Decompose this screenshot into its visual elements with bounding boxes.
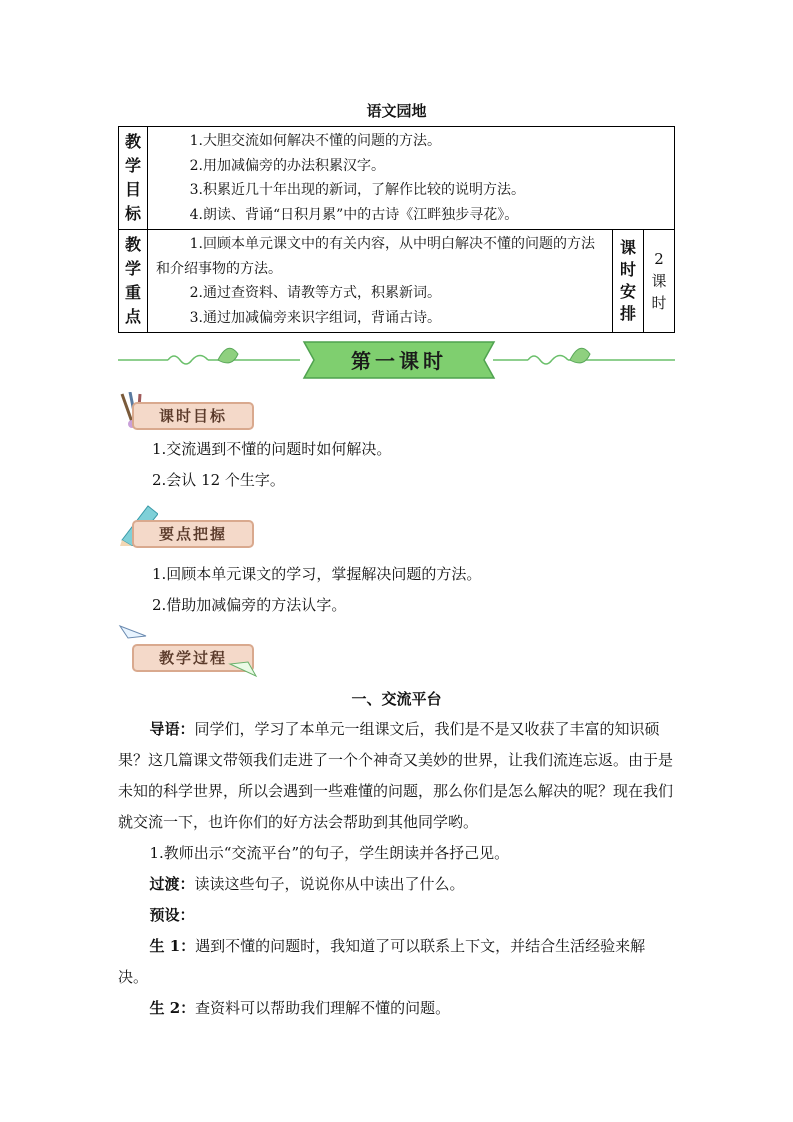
schedule-value-char: 课 (651, 272, 667, 290)
focus-item: 3.通过加减偏旁来识字组词，背诵古诗。 (189, 309, 441, 326)
goals-header-char: 学 (124, 156, 141, 175)
focus-header-char: 点 (124, 307, 141, 326)
intro-text: 同学们，学习了本单元一组课文后，我们是不是又收获了丰富的知识硕果？这几篇课文带领我们走进了一个个神奇又美妙的世界，让我们流连忘返。由于是未知的科学世界，所以会遇到一些难懂的问题，那么你们是怎么解决的呢？现在我们就交流一下，也许你们的好方法会帮助到其他同学哟。 (118, 720, 674, 831)
goals-header-char: 目 (124, 180, 141, 199)
focus-header-char: 重 (124, 283, 141, 302)
lesson-banner (118, 338, 675, 382)
lesson-plan-table (118, 126, 675, 333)
list-item: 1.交流遇到不懂的问题时如何解决。 (152, 440, 392, 458)
student1-text: 遇到不懂的问题时，我知道了可以联系上下文，并结合生活经验来解决。 (118, 937, 646, 986)
intro-paragraph (118, 714, 675, 838)
student2-label: 生 2： (149, 999, 196, 1017)
focus-header (119, 230, 148, 333)
page-title: 语文园地 (366, 102, 427, 120)
focus-header-char: 学 (124, 259, 141, 278)
preset-label: 预设： (149, 906, 195, 924)
goals-header-char: 教 (124, 132, 141, 151)
intro-label: 导语： (149, 720, 195, 738)
schedule-header-char: 排 (619, 304, 636, 323)
paper-plane-icon (118, 624, 148, 646)
key-points-list (118, 559, 675, 621)
schedule-value (644, 230, 675, 333)
teaching-process-label-text: 教学过程 (132, 644, 254, 672)
list-item: 2.借助加减偏旁的方法认字。 (152, 596, 347, 614)
schedule-header-char: 课 (619, 238, 636, 257)
schedule-header (613, 230, 644, 333)
student2-text: 查资料可以帮助我们理解不懂的问题。 (195, 999, 451, 1017)
focus-item: 2.通过查资料、请教等方式，积累新词。 (189, 285, 441, 301)
schedule-value-char: 2 (654, 250, 664, 268)
student1-paragraph (118, 931, 675, 993)
schedule-value-char: 时 (651, 294, 667, 312)
lesson-goals-label (118, 398, 252, 428)
student2-paragraph (118, 993, 675, 1024)
focus-cell (148, 230, 613, 333)
lesson-goals-label-text: 课时目标 (132, 402, 254, 430)
teaching-process-label (118, 640, 252, 670)
paper-plane-icon (228, 652, 258, 678)
goal-item: 3.积累近几十年出现的新词，了解作比较的说明方法。 (189, 182, 525, 198)
goal-item: 2.用加减偏旁的办法积累汉字。 (189, 157, 385, 174)
focus-item: 1.回顾本单元课文中的有关内容，从中明白解决不懂的问题的方法和介绍事物的方法。 (156, 236, 595, 277)
vine-left-decoration (118, 356, 300, 365)
list-item: 2.会认 12 个生字。 (152, 471, 285, 489)
goal-item: 4.朗读、背诵“日积月累”中的古诗《江畔独步寻花》。 (189, 206, 519, 223)
lesson-goals-list (118, 434, 675, 496)
goals-cell (148, 127, 675, 230)
goals-header (119, 127, 148, 230)
focus-header-char: 教 (124, 235, 141, 254)
process-body (118, 714, 675, 1024)
transition-label: 过渡： (149, 875, 195, 893)
key-points-label-text: 要点把握 (132, 520, 254, 548)
transition-paragraph (118, 869, 675, 900)
transition-text: 读读这些句子，说说你从中读出了什么。 (194, 875, 465, 893)
key-points-label (118, 516, 252, 546)
goal-item: 1.大胆交流如何解决不懂的问题的方法。 (189, 133, 441, 149)
section-title: 一、交流平台 (351, 690, 442, 708)
banner-title: 第一课时 (351, 349, 447, 373)
schedule-header-char: 时 (619, 260, 636, 279)
step-paragraph: 1.教师出示“交流平台”的句子，学生朗读并各抒己见。 (149, 844, 510, 862)
student1-label: 生 1： (149, 937, 196, 955)
preset-paragraph (118, 900, 675, 931)
goals-header-char: 标 (124, 204, 141, 223)
list-item: 1.回顾本单元课文的学习，掌握解决问题的方法。 (152, 565, 482, 583)
schedule-header-char: 安 (619, 282, 636, 301)
